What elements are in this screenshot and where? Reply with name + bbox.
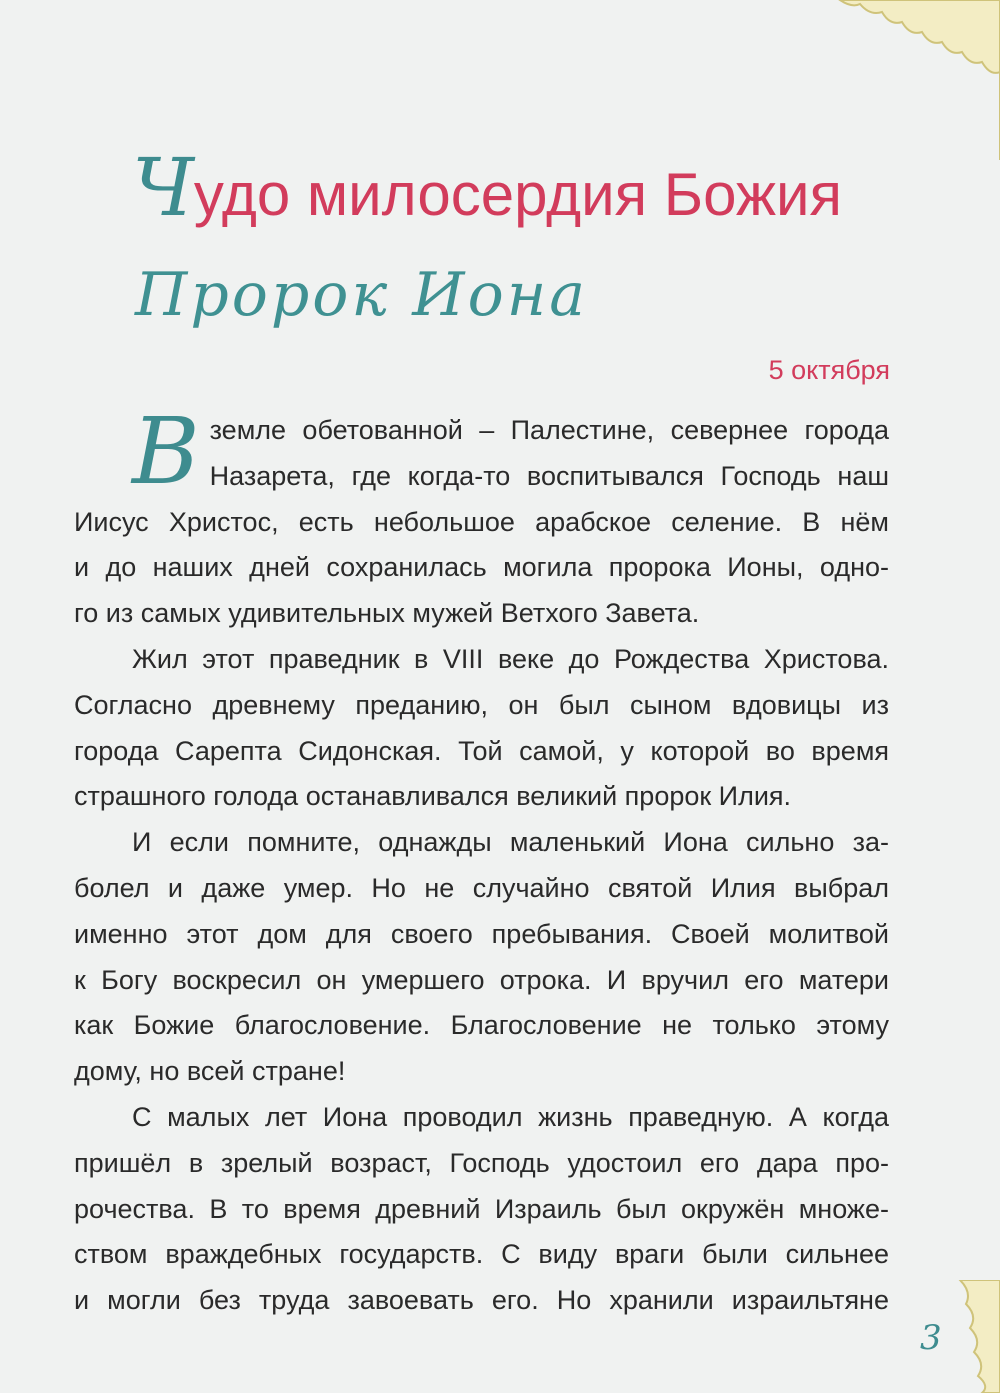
- paragraph: [74, 1141, 889, 1278]
- paragraph: [74, 500, 889, 592]
- text-line: города Сарепта Сидонская. Той самой, у которой во время: [74, 735, 889, 766]
- text-line: го из самых удивительных мужей Ветхого Завета.: [74, 598, 700, 629]
- page-number: 3: [920, 1318, 942, 1358]
- paragraph: [74, 820, 889, 866]
- text-line: страшного голода останавливался великий пророк Илия.: [74, 781, 792, 812]
- text-line: к Богу воскресил он умершего отрока. И вручил его матери: [74, 964, 889, 995]
- text-line: дому, но всей стране!: [74, 1056, 346, 1087]
- text-line: Согласно древнему преданию, он был сыном вдовицы из: [74, 689, 889, 720]
- paragraph: [74, 866, 889, 1049]
- text-line: Назарета, где когда-то воспитывался Господь наш: [209, 460, 889, 491]
- feast-date: 5 октября: [768, 355, 890, 385]
- paragraph: [74, 591, 889, 637]
- text-line: как Божие благословение. Благословение не только этому: [74, 1010, 889, 1041]
- text-line: земле обетованной – Палестине, севернее города: [209, 415, 889, 445]
- text-line: пришёл в зрелый возраст, Господь удостоил его дара про-: [74, 1147, 889, 1178]
- title-initial: Ч: [132, 141, 194, 234]
- page-subtitle: Пророк Иона: [135, 260, 589, 330]
- decorative-corner: [830, 0, 1000, 160]
- paragraph: [74, 1095, 889, 1141]
- text-line: С малых лет Иона проводил жизнь праведную. А когда: [132, 1101, 889, 1132]
- text-line: ством враждебных государств. С виду враги были сильнее: [74, 1239, 889, 1270]
- paragraph: [74, 683, 889, 775]
- text-line: И если помните, однажды маленький Иона сильно за-: [132, 827, 889, 858]
- paragraph: [74, 774, 889, 820]
- text-line: и до наших дней сохранилась могила пророка Ионы, одно-: [74, 552, 889, 583]
- drop-cap: В: [132, 398, 200, 505]
- paragraph: [74, 1049, 889, 1095]
- body-text: [74, 398, 889, 1324]
- paragraph: [74, 1278, 889, 1324]
- paragraph: [74, 398, 889, 505]
- text-line: именно этот дом для своего пребывания. Своей молитвой: [74, 918, 889, 949]
- text-line: болел и даже умер. Но не случайно святой Илия выбрал: [74, 872, 889, 903]
- text-line: Иисус Христос, есть небольшое арабское селение. В нём: [74, 506, 889, 537]
- text-line: Жил этот праведник в VIII веке до Рождества Христова.: [132, 643, 889, 674]
- paragraph: [74, 637, 889, 683]
- page-title: [132, 141, 842, 234]
- text-line: и могли без труда завоевать его. Но хранили израильтяне: [74, 1285, 889, 1316]
- title-rest: удо милосердия Божия: [193, 161, 842, 228]
- text-line: рочества. В то время древний Израиль был окружён множе-: [74, 1193, 889, 1224]
